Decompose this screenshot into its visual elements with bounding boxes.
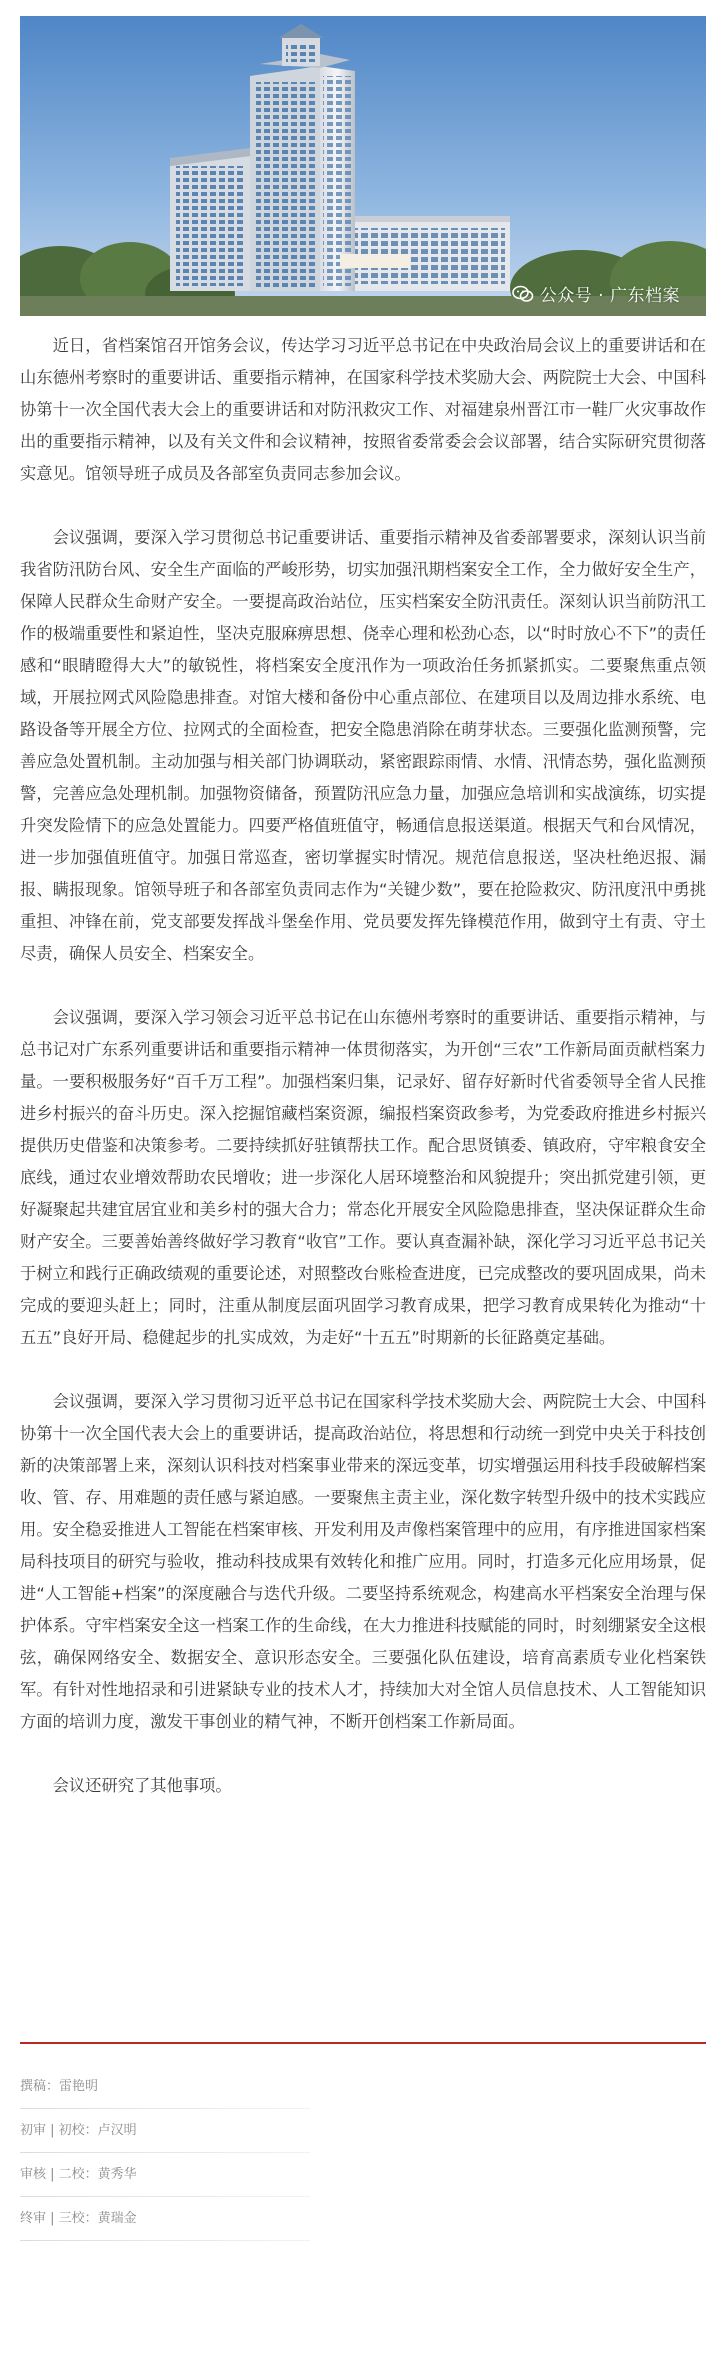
wechat-icon (512, 285, 534, 303)
credit-final-review: 终审 | 三校：黄瑞金 (20, 2197, 706, 2241)
watermark-text: 公众号 · 广东档案 (539, 286, 680, 306)
hero-image (20, 16, 706, 316)
section-divider (20, 2042, 706, 2044)
paragraph-technology: 会议强调，要深入学习贯彻习近平总书记在国家科学技术奖励大会、两院院士大会、中国科协第十一次全国代表大会上的重要讲话，提高政治站位，将思想和行动统一到党中央关于科技创新的决策部署上来，深刻认识科技对档案事业带来的深远变革，切实增强运用科技手段破解档案收、管、存、用难题的责任感与紧迫感。一要聚焦主责主业，深化数字转型升级中的技术实践应用。安全稳妥推进人工智能在档案审核、开发利用及声像档案管理中的应用，有序推进国家档案局科技项目的研究与验收，推动科技成果有效转化和推广应用。同时，打造多元化应用场景，促进“人工智能+档案”的深度融合与迭代升级。二要坚持系统观念，构建高水平档案安全治理与保护体系。守牢档案安全这一档案工作的生命线，在大力推进科技赋能的同时，时刻绷紧安全这根弦，确保网络安全、数据安全、意识形态安全。三要强化队伍建设，培育高素质专业化档案铁军。有针对性地招录和引进紧缺专业的技术人才，持续加大对全馆人员信息技术、人工智能知识方面的培训力度，激发干事创业的精气神，不断开创档案工作新局面。 (20, 1392, 706, 1731)
archive-building-illustration (20, 16, 706, 316)
credit-first-review: 初审 | 初校：卢汉明 (20, 2109, 706, 2153)
paragraph-flood-safety: 会议强调，要深入学习贯彻总书记重要讲话、重要指示精神及省委部署要求，深刻认识当前我省防汛防台风、安全生产面临的严峻形势，切实加强汛期档案安全工作，全力做好安全生产，保障人民群众生命财产安全。一要提高政治站位，压实档案安全防汛责任。深刻认识当前防汛工作的极端重要性和紧迫性，坚决克服麻痹思想、侥幸心理和松劲心态，以“时时放心不下”的责任感和“眼睛瞪得大大”的敏锐性，将档案安全度汛作为一项政治任务抓紧抓实。二要聚焦重点领域，开展拉网式风险隐患排查。对馆大楼和备份中心重点部位、在建项目以及周边排水系统、电路设备等开展全方位、拉网式的全面检查，把安全隐患消除在萌芽状态。三要强化监测预警，完善应急处置机制。主动加强与相关部门协调联动，紧密跟踪雨情、水情、汛情态势，强化监测预警，完善应急处理机制。加强物资储备，预置防汛应急力量，加强应急培训和实战演练，切实提升突发险情下的应急处置能力。四要严格值班值守，畅通信息报送渠道。根据天气和台风情况，进一步加强值班值守。加强日常巡查，密切掌握实时情况。规范信息报送，坚决杜绝迟报、漏报、瞒报现象。馆领导班子和各部室负责同志作为“关键少数”，要在抢险救灾、防汛度汛中勇挑重担、冲锋在前，党支部要发挥战斗堡垒作用、党员要发挥先锋模范作用，做到守土有责、守土尽责，确保人员安全、档案安全。 (20, 528, 706, 963)
paragraph-rural-revitalization: 会议强调，要深入学习领会习近平总书记在山东德州考察时的重要讲话、重要指示精神，与总书记对广东系列重要讲话和重要指示精神一体贯彻落实，为开创“三农”工作新局面贡献档案力量。一要积极服务好“百千万工程”。加强档案归集，记录好、留存好新时代省委领导全省人民推进乡村振兴的奋斗历史。深入挖掘馆藏档案资源，编报档案资政参考，为党委政府推进乡村振兴提供历史借鉴和决策参考。二要持续抓好驻镇帮扶工作。配合思贤镇委、镇政府，守牢粮食安全底线，通过农业增效帮助农民增收；进一步深化人居环境整治和风貌提升；突出抓党建引领，更好凝聚起共建宜居宜业和美乡村的强大合力；常态化开展安全风险隐患排查，坚决保证群众生命财产安全。三要善始善终做好学习教育“收官”工作。要认真查漏补缺，深化学习习近平总书记关于树立和践行正确政绩观的重要论述，对照整改台账检查进度，已完成整改的要巩固成果，尚未完成的要迎头赶上；同时，注重从制度层面巩固学习教育成果，把学习教育成果转化为推动“十五五”良好开局、稳健起步的扎实成效，为走好“十五五”时期新的长征路奠定基础。 (20, 1008, 706, 1347)
paragraph-other-matters: 会议还研究了其他事项。 (52, 1776, 232, 1795)
article-body (20, 330, 706, 1834)
credit-second-review: 审核 | 二校：黄秀华 (20, 2153, 706, 2197)
paragraph-intro: 近日，省档案馆召开馆务会议，传达学习习近平总书记在中央政治局会议上的重要讲话和在山东德州考察时的重要讲话、重要指示精神，在国家科学技术奖励大会、两院院士大会、中国科协第十一次全国代表大会上的重要讲话和对防汛救灾工作、对福建泉州晋江市一鞋厂火灾事故作出的重要指示精神，以及有关文件和会议精神，按照省委常委会会议部署，结合实际研究贯彻落实意见。馆领导班子成员及各部室负责同志参加会议。 (20, 336, 706, 483)
credit-author: 撰稿：雷艳明 (20, 2065, 706, 2109)
credits (20, 2065, 706, 2241)
watermark (512, 281, 680, 306)
